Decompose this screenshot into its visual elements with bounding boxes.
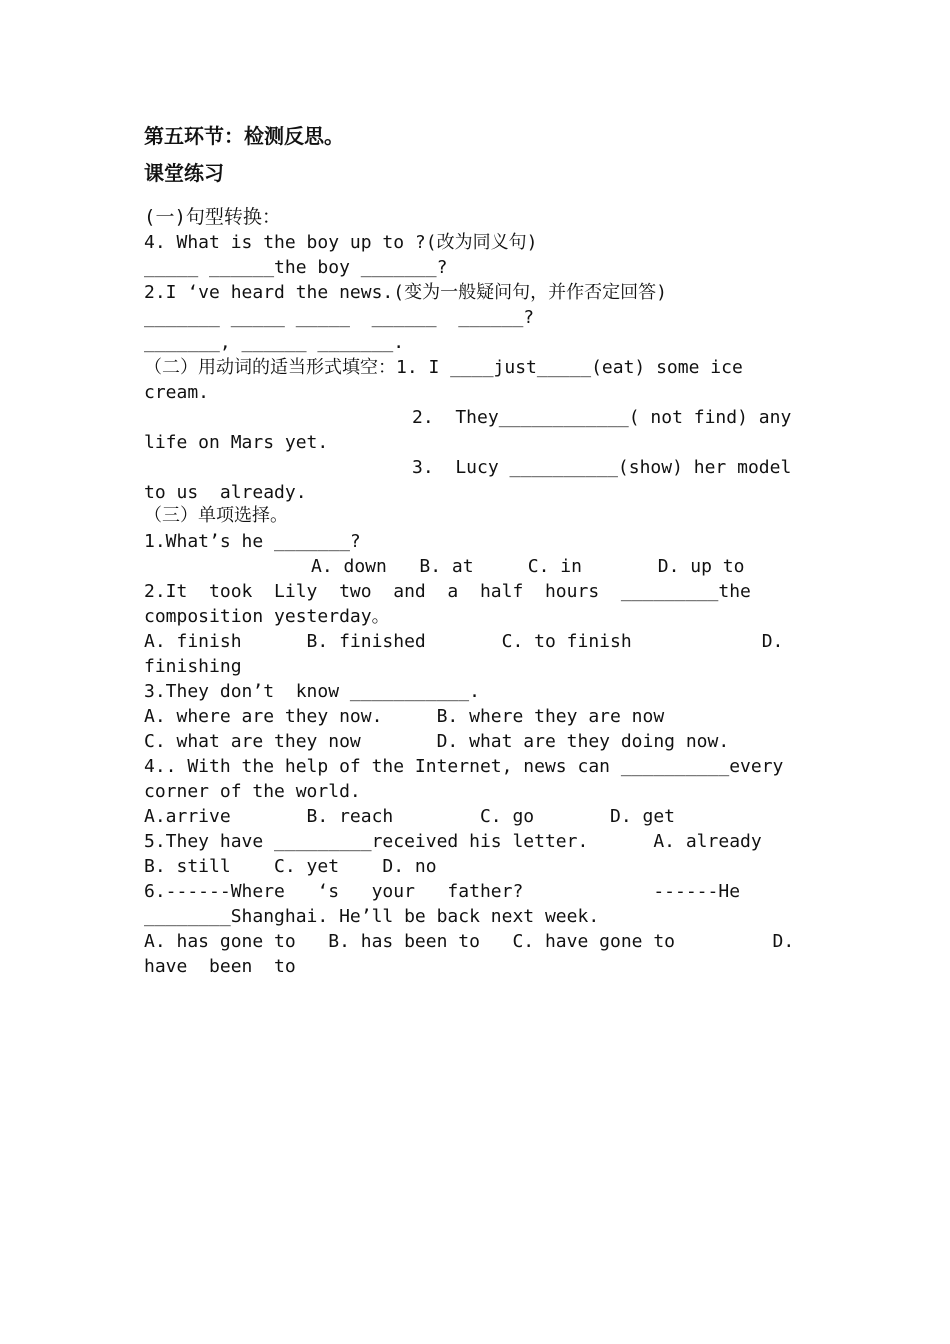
part3-heading: （三）单项选择。 xyxy=(144,505,288,526)
part3-q4-cont: corner of the world. xyxy=(144,781,361,802)
part3-q5-options: B. still C. yet D. no xyxy=(144,856,437,877)
part1-q2-blank-2: _______, ______ _______. xyxy=(144,332,405,353)
part2-heading-q1: （二）用动词的适当形式填空：1. I ____just_____(eat) some ice xyxy=(144,357,743,378)
part1-heading: (一)句型转换： xyxy=(144,206,281,228)
part3-q6-options-cont: have been to xyxy=(144,956,296,977)
part3-q2-cont: composition yesterday。 xyxy=(144,606,390,627)
sub-title: 课堂练习 xyxy=(144,161,224,185)
part3-q3-options-2: C. what are they now D. what are they doing now. xyxy=(144,731,730,752)
section-title: 第五环节：检测反思。 xyxy=(144,124,344,148)
part3-q6: 6.------Where ‘s your father? ------He xyxy=(144,881,741,902)
part3-q1: 1.What’s he _______? xyxy=(144,531,361,552)
part3-q3-options-1: A. where are they now. B. where they are now xyxy=(144,706,665,727)
part3-q3: 3.They don’t know ___________. xyxy=(144,681,480,702)
part1-q2: 2.I ‘ve heard the news.(变为一般疑问句，并作否定回答) xyxy=(144,282,667,303)
part3-q6-options: A. has gone to B. has been to C. have gone to D. xyxy=(144,931,795,952)
part2-q3-cont: to us already. xyxy=(144,482,307,503)
part2-q2: 2. They____________( not find) any xyxy=(412,407,792,428)
part1-q4: 4. What is the boy up to ?(改为同义句) xyxy=(144,232,538,253)
part3-q4: 4.. With the help of the Internet, news can __________every xyxy=(144,756,784,777)
part2-q2-cont: life on Mars yet. xyxy=(144,432,329,453)
part3-q4-options: A.arrive B. reach C. go D. get xyxy=(144,806,676,827)
part3-q1-options: A. down B. at C. in D. up to xyxy=(311,556,745,577)
part3-q5: 5.They have _________received his letter. A. already xyxy=(144,831,762,852)
part2-q3: 3. Lucy __________(show) her model xyxy=(412,457,792,478)
part1-q2-blank-1: _______ _____ _____ ______ ______? xyxy=(144,307,535,328)
part3-q2: 2.It took Lily two and a half hours _________the xyxy=(144,581,751,602)
part3-q2-options-cont: finishing xyxy=(144,656,242,677)
part3-q6-cont: ________Shanghai. He’ll be back next week. xyxy=(144,906,600,927)
part1-q4-blank: _____ ______the boy _______? xyxy=(144,257,448,278)
part3-q2-options: A. finish B. finished C. to finish D. xyxy=(144,631,784,652)
part2-q1-cont: cream. xyxy=(144,382,210,403)
